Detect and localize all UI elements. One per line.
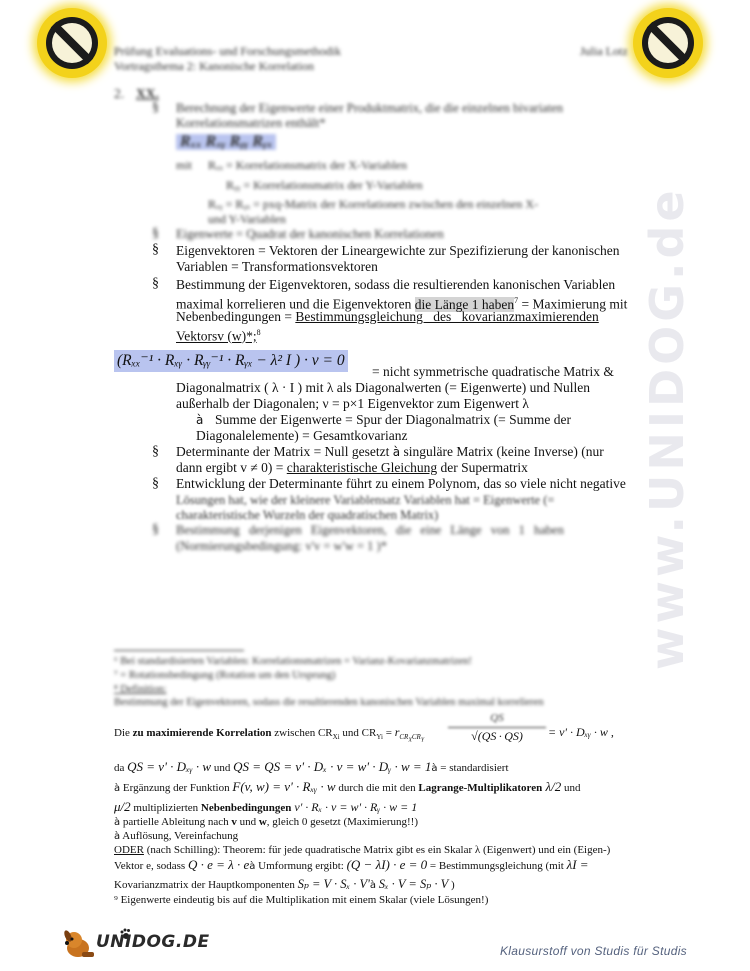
bullet-glyph: §	[152, 100, 159, 115]
nebenbedingungen-label: Nebenbedingungen =	[176, 309, 296, 324]
text: (nach Schilling): Theorem: für jede quadratische Matrix gibt es ein Skalar λ (Eigenwert) und ein (Eigen-)	[143, 844, 611, 856]
fraction-numerator: QS	[448, 712, 546, 728]
footnote-8-text: Bestimmung der Eigenvektoren, sodass die resultierenden kanonischen Variablen maximal korrelieren	[114, 697, 544, 708]
fraction	[448, 712, 546, 743]
equation-desc-line-3: außerhalb der Diagonalen; ν = p×1 Eigenvektor zum Eigenwert λ	[176, 396, 529, 411]
arrow-icon: à	[114, 783, 121, 794]
blurred-bullet-1-line-2: Korrelationsmatrizen enthält*	[176, 116, 326, 130]
arrow-item-line-1: Summe der Eigenwerte = Spur der Diagonalmatrix (= Summe der	[215, 412, 572, 427]
w-bold: w	[258, 816, 267, 828]
bottom-line-7	[114, 844, 610, 857]
text: Auflösung, Vereinfachung	[120, 830, 239, 842]
bullet-7-line-1: Bestimmung derjenigen Eigenvektoren, die eine Länge von 1 haben	[176, 523, 564, 537]
text: , gleich 0 gesetzt (Maximierung!!)	[266, 816, 418, 828]
text: = standardisiert	[437, 762, 509, 774]
text: Vektor e, sodass	[114, 860, 188, 872]
definition-rxx: Rₓₓ = Korrelationsmatrix der X-Variablen	[208, 158, 408, 172]
bullet-glyph: §	[152, 444, 159, 459]
bottom-line-6	[114, 830, 238, 843]
arrow-icon: à	[114, 831, 121, 842]
matrix-product: Rₓₓ Rₓᵧ Rᵧᵧ Rᵧₓ	[176, 134, 276, 150]
text: Die	[114, 727, 133, 739]
definition-ryy: Rᵧᵧ = Korrelationsmatrix der Y-Variablen	[226, 178, 423, 192]
sp-eq: Sₚ = V · Sₓ · V'	[297, 877, 370, 891]
stop-icon-right	[633, 8, 703, 78]
bullet-glyph: §	[152, 276, 159, 291]
header-subtitle: Vortragsthema 2: Kanonische Korrelation	[114, 59, 315, 73]
function-f: F(v, w) = v' · Rₓᵧ · w	[232, 779, 336, 794]
bullet-glyph: §	[152, 476, 159, 491]
charakteristische-gleichung: charakteristische Gleichung	[286, 460, 438, 475]
bullet-4-text: maximal korrelieren und die Eigenvektoren	[176, 296, 415, 312]
highlighted-length-1: die Länge 1 haben	[414, 296, 515, 312]
lagrange-bold: Lagrange-Multiplikatoren	[418, 782, 543, 794]
footnote-6: ⁶ Bei standardisierten Variablen: Korrelationsmatrizen = Varianz-Kovarianzmatrizen!	[114, 656, 472, 667]
bullet-3-line-1: Eigenvektoren = Vektoren der Lineargewichte zur Spezifizierung der kanonischen	[176, 243, 620, 258]
eigen-eq: Q · e = λ · e	[187, 857, 250, 872]
bullet-5-suffix: der Supermatrix	[437, 460, 528, 475]
bottom-line-1: Die zu maximierende Korrelation zwischen $CR_{Xi}$ und $CR_{Yi} = r_{CR_XCR_Y}$	[114, 725, 425, 744]
watermark: www.UNIDOG.de	[640, 186, 694, 670]
text: und	[211, 762, 234, 774]
text: zwischen CR	[271, 727, 333, 739]
bullet-4-line-1: Bestimmung der Eigenvektoren, sodass die resultierenden kanonischen Variablen	[176, 277, 616, 292]
bullet-glyph: §	[152, 522, 159, 537]
header-author: Julia Lotz	[580, 44, 628, 58]
text: Umformung ergibt:	[255, 860, 347, 872]
text: durch die mit den	[335, 782, 419, 794]
text: da	[114, 762, 128, 774]
bottom-line-4	[114, 800, 417, 815]
footnote-8: ⁸ Definition:	[114, 684, 167, 695]
korrelation-bold: zu maximierende Korrelation	[132, 727, 272, 739]
bottom-line-2	[114, 760, 509, 775]
text: multiplizierten	[130, 802, 201, 814]
char-eq: (Q − λI) · e = 0	[346, 857, 428, 872]
footnote-ref-8: 8	[256, 328, 261, 337]
arrow-icon: à	[431, 763, 438, 774]
text: Ergänzung der Funktion	[120, 782, 233, 794]
constraint-eq: v' · Rₓ · v = w' · Rᵧ · w = 1	[291, 800, 418, 814]
bullet-4-line-3	[176, 309, 599, 325]
bestimmungsgleichung-link: Bestimmungsgleichung des kovarianzmaximierenden	[295, 309, 599, 324]
blurred-bullet-2: Eigenwerte = Quadrat der kanonischen Korrelationen	[176, 227, 444, 241]
bullet-5-prefix: dann ergibt v ≠ 0) =	[176, 460, 287, 475]
bottom-line-1-result: = v' · Dₓᵧ · w ,	[548, 725, 614, 739]
equation-desc-line-1: = nicht symmetrische quadratische Matrix &	[372, 364, 614, 379]
bullet-3-line-2: Variablen = Transformationsvektoren	[176, 259, 378, 274]
footnote-ref-7: 7	[514, 296, 519, 305]
definition-rxy-cont: und Y-Variablen	[208, 212, 286, 226]
bullet-6-line-2: Lösungen hat, wie der kleinere Variablensatz Variablen hat = Eigenwerte (=	[176, 493, 555, 507]
singulaer-text: singuläre Matrix (keine Inverse) (nur	[400, 444, 604, 459]
bottom-line-3	[114, 780, 580, 795]
mu-half: μ/2	[114, 799, 131, 814]
definition-rxy: Rₓᵧ = Rᵧₓ = pxq-Matrix der Korrelationen zwischen den einzelnen X-	[208, 197, 539, 211]
determinante-text: Determinante der Matrix = Null gesetzt	[176, 444, 393, 459]
text: Kovarianzmatrix der Hauptkomponenten	[114, 879, 298, 891]
bullet-7-line-2: (Normierungsbedingung: v'v = w'w = 1 )*	[176, 539, 387, 553]
section-number: 2.	[114, 86, 125, 101]
text: und	[236, 816, 259, 828]
sx-eq: Sₓ · V = Sₚ · V	[378, 877, 449, 891]
main-equation: (Rₓₓ⁻¹ · Rₓᵧ · Rᵧᵧ⁻¹ · Rᵧₓ − λ² I ) · v = 0	[114, 350, 348, 372]
bottom-line-5	[114, 816, 418, 829]
fraction-denominator: √(QS · QS)	[471, 729, 523, 743]
unidog-logo	[62, 926, 210, 960]
bullet-6-line-1: Entwicklung der Determinante führt zu einem Polynom, das so viele nicht negative	[176, 476, 626, 491]
bottom-line-8	[114, 858, 589, 873]
arrow-item-line-2: Diagonalelemente) = Gesamtkovarianz	[196, 428, 408, 443]
bullet-glyph: §	[152, 226, 159, 241]
text: partielle Ableitung nach	[120, 816, 232, 828]
vektor-label: Vektorsv (w)*;	[176, 328, 257, 344]
blurred-bullet-1-line-1: Berechnung der Eigenwerte einer Produktmatrix, die die einzelnen bivariaten	[176, 101, 563, 115]
oder-underlined: ODER	[114, 844, 144, 856]
text: und	[561, 782, 581, 794]
bullet-glyph: §	[152, 242, 159, 257]
footnote-rule	[114, 650, 244, 651]
equation-desc-line-2: Diagonalmatrix ( λ · I ) mit λ als Diagonalwerten (= Eigenwerte) und Nullen	[176, 380, 590, 395]
bottom-footnote-9: ⁹ Eigenwerte eindeutig bis auf die Multiplikation mit einem Skalar (viele Lösungen!)	[114, 894, 489, 906]
header-title: Prüfung Evaluations- und Forschungsmethodik	[114, 44, 341, 58]
arrow-icon: à	[114, 817, 121, 828]
lambda-i: λI =	[566, 857, 589, 872]
stop-icon-left	[37, 8, 107, 78]
footnote-7: ⁷ = Rotationsbedingung (Rotation um den Ursprung)	[114, 670, 336, 681]
equation-qs-std: QS = QS = v' · Dₓ · v = w' · Dᵧ · w = 1	[233, 759, 432, 774]
nebenbedingungen-bold: Nebenbedingungen	[200, 802, 292, 814]
arrow-icon: à	[392, 445, 401, 459]
arrow-icon: à	[196, 413, 204, 427]
section-title: XX.	[136, 86, 159, 101]
bullet-5-line-2	[176, 460, 528, 476]
bottom-line-9	[114, 878, 455, 892]
dog-icon	[62, 926, 98, 960]
arrow-icon: à	[249, 861, 256, 872]
v-bold: v	[231, 816, 237, 828]
arrow-icon: à	[369, 880, 376, 891]
text: und CR	[339, 727, 377, 739]
bullet-4-line-4	[176, 325, 261, 345]
bullet-6-line-3: charakteristische Wurzeln der quadratischen Matrix)	[176, 508, 439, 522]
text: )	[448, 879, 455, 891]
text: = Bestimmungsgleichung (mit	[427, 860, 567, 872]
bullet-5-line-1	[176, 444, 604, 460]
slogan: Klausurstoff von Studis für Studis	[500, 944, 687, 958]
text: =	[382, 727, 395, 739]
equation-qs: QS = v' · Dₓᵧ · w	[127, 759, 212, 774]
logo-text: UNIDOG.DE	[96, 932, 210, 952]
lambda-half: λ/2	[542, 779, 562, 794]
mit-label: mit	[176, 158, 193, 172]
bullet-4-text-end: = Maximierung mit	[518, 296, 628, 312]
